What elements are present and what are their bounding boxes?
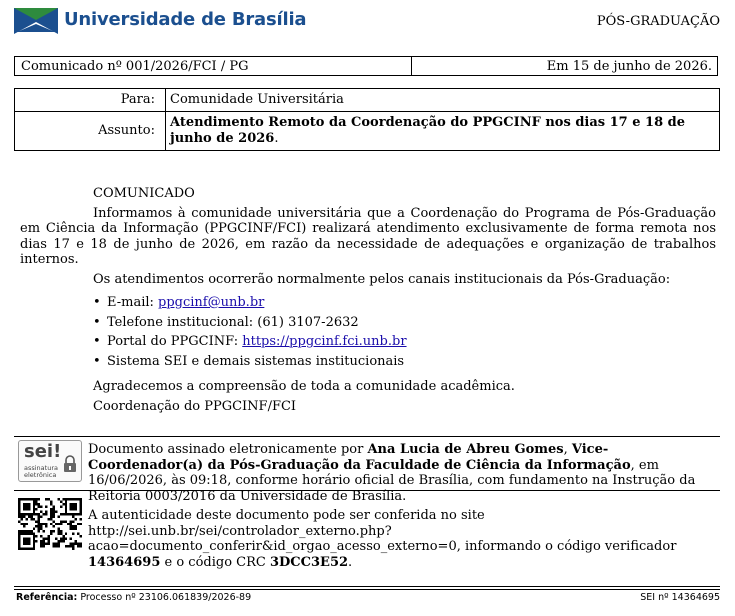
subject-value: Atendimento Remoto da Coordenação do PPGCINF nos dias 17 e 18 de junho de 2026 [170,115,686,146]
sei-number: SEI nº 14364695 [640,592,720,603]
signer-role: Vice-Coordenador(a) da Pós-Graduação da Faculdade de Ciência da Informação [88,442,631,473]
contact-list [20,293,716,371]
to-row [15,89,720,112]
subject-cell [166,112,720,151]
list-item-email [93,293,716,313]
unb-logo-icon [14,8,58,34]
body-heading: COMUNICADO [93,186,195,201]
portal-label: Portal do PPGCINF: [107,334,243,349]
reference-value: Processo nº 23106.061839/2026-89 [77,592,252,603]
signature-text-before: Documento assinado eletronicamente por [88,442,368,457]
subject-row [15,112,720,151]
verification-block [14,494,720,570]
sei-signature-logo [18,440,82,482]
list-item-portal [93,332,716,352]
email-link[interactable]: ppgcinf@unb.br [158,295,265,310]
verification-text-before: A autenticidade deste documento pode ser conferida no site http://sei.unb.br/sei/controlador_externo.php?acao=documento_conferir&id_orgao_acesso_externo=0, informando o código verificador [88,508,677,554]
reference [16,592,251,603]
signature-separator: , [563,442,572,457]
body-paragraph-1: Informamos à comunidade universitária que a Coordenação do Programa de Pós-Graduação em Ciência da Informação (PPGCINF/FCI) realizará atendimento exclusivamente de forma remota nos dias 17 e 18 de junho de 2026, em razão da necessidade de adequações e organização de trabalhos internos. [20,205,716,267]
verification-text-middle: e o código CRC [160,554,270,570]
communique-number: Comunicado nº 001/2026/FCI / PG [21,59,249,74]
section-label: PÓS-GRADUAÇÃO [596,14,720,29]
communique-date: Em 15 de junho de 2026. [546,59,712,74]
portal-link[interactable]: https://ppgcinf.fci.unb.br [242,334,407,349]
divider-bottom [14,586,720,587]
verifier-code: 14364695 [88,554,161,570]
reference-label: Referência: [16,592,78,603]
document-body [20,186,716,414]
signature-text-after: , em 16/06/2026, às 09:18, conforme horário oficial de Brasília, com fundamento na Instrução da Reitoria 0003/2016 da Universidade de Brasília. [88,457,696,504]
verification-text-end: . [348,554,353,570]
list-item-systems: • Sistema SEI e demais sistemas institucionais [93,352,716,372]
divider-top [14,436,720,437]
email-label: E-mail: [107,295,159,310]
to-value: Comunidade Universitária [166,89,720,112]
signer-name: Ana Lucia de Abreu Gomes [367,442,564,457]
university-name: Universidade de Brasília [64,9,307,30]
sei-logo-subtitle: assinatura eletrônica [24,464,58,479]
body-paragraph-2: Os atendimentos ocorrerão normalmente pelos canais institucionais da Pós-Graduação: [93,271,671,287]
document-header [14,6,720,38]
communique-row [14,56,718,76]
divider-bottom-double [14,589,720,590]
signature-line: Coordenação do PPGCINF/FCI [93,398,297,414]
header-table [14,88,720,151]
qr-code-icon [18,498,82,550]
subject-end: . [274,131,279,146]
sei-logo-word: sei! [24,441,62,462]
electronic-signature-block [14,438,720,504]
thanks-text: Agradecemos a compreensão de toda a comunidade acadêmica. [93,379,515,394]
crc-code: 3DCC3E52 [269,554,349,570]
row-divider [411,57,412,75]
subject-label: Assunto: [15,112,166,151]
list-item-phone: • Telefone institucional: (61) 3107-2632 [93,313,716,333]
to-label: Para: [15,89,166,112]
verification-text [88,508,718,570]
lock-icon [63,455,77,473]
